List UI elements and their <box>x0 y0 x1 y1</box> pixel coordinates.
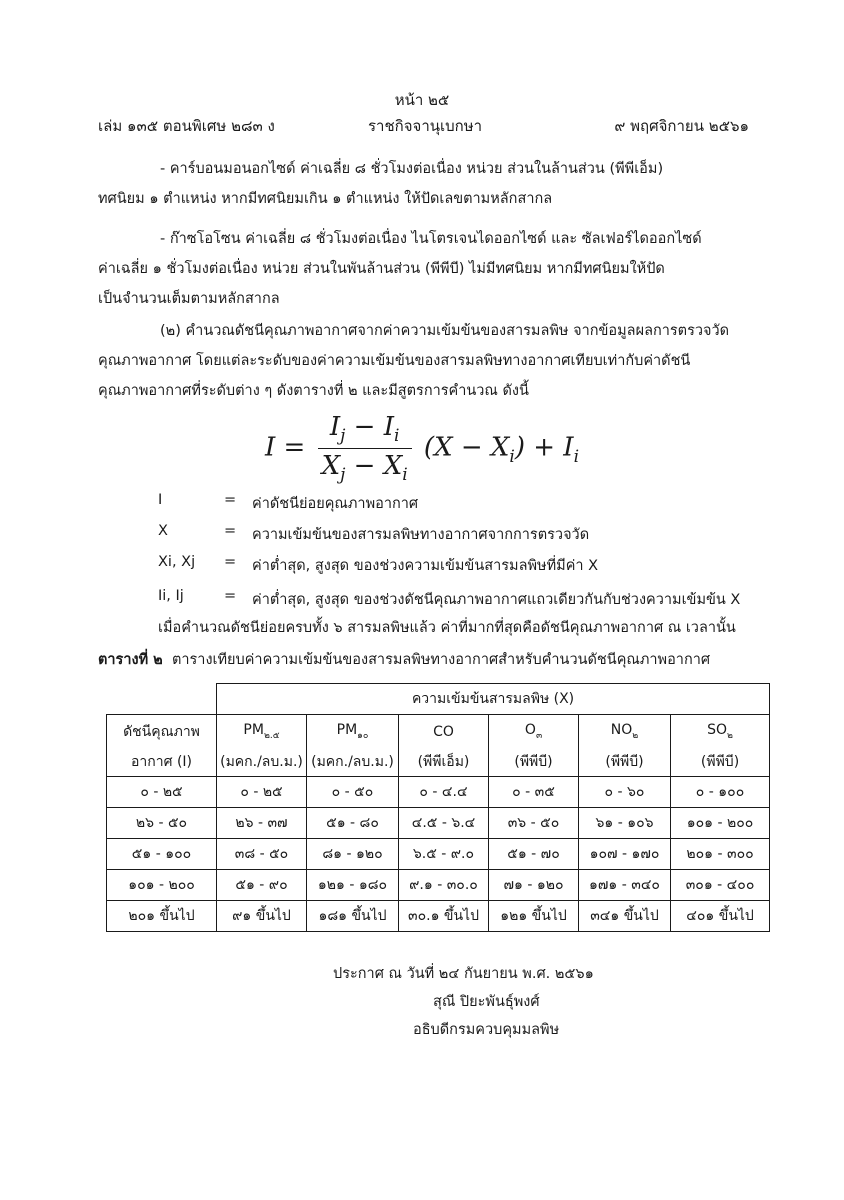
table-row <box>107 777 770 808</box>
table-cell: ๐ - ๒๕ <box>107 777 217 808</box>
paragraph-co-line2: ทศนิยม ๑ ตำแหน่ง หากมีทศนิยมเกิน ๑ ตำแหน่ง ให้ปัดเลขตามหลักสากล <box>98 191 553 207</box>
table-group-header: ความเข้มข้นสารมลพิษ (X) <box>217 684 770 715</box>
table-cell: ๖.๕ - ๙.๐ <box>399 839 489 870</box>
table-cell: ๓๔๑ ขึ้นไป <box>579 901 671 932</box>
pm25-header: $PM_{๒.๕}$ <box>217 715 307 749</box>
table-cell: ๑๘๑ ขึ้นไป <box>307 901 399 932</box>
paragraph-after-definitions: เมื่อคำนวณดัชนีย่อยครบทั้ง ๖ สารมลพิษแล้ว ค่าที่มากที่สุดคือดัชนีคุณภาพอากาศ ณ เวลานั้น <box>158 620 736 636</box>
table-blank-corner <box>107 684 217 715</box>
table-row <box>107 901 770 932</box>
table-cell: ๐ - ๔.๔ <box>399 777 489 808</box>
no2-header: $NO_๒$ <box>579 715 671 749</box>
aqi-concentration-table <box>106 683 770 932</box>
pm25-unit: (มคก./ลบ.ม.) <box>217 748 307 777</box>
paragraph-calc-line1: (๒) คำนวณดัชนีคุณภาพอากาศจากค่าความเข้มข้นของสารมลพิษ จากข้อมูลผลการตรวจวัด <box>160 323 730 339</box>
gazette-name: ราชกิจจานุเบกษา <box>368 117 483 135</box>
paragraph-calc-line2: คุณภาพอากาศ โดยแต่ละระดับของค่าความเข้มข้นของสารมลพิษทางอากาศเทียบเท่ากับค่าดัชนี <box>98 353 691 369</box>
table-cell: ๗๑ - ๑๒๐ <box>489 870 579 901</box>
table-cell: ๓๖ - ๕๐ <box>489 808 579 839</box>
table-cell: ๔.๕ - ๖.๔ <box>399 808 489 839</box>
table-cell: ๓๐.๑ ขึ้นไป <box>399 901 489 932</box>
paragraph-co-line1: - คาร์บอนมอนอกไซด์ ค่าเฉลี่ย ๘ ชั่วโมงต่อเนื่อง หน่วย ส่วนในล้านส่วน (พีพีเอ็ม) <box>160 161 664 177</box>
table-cell: ๕๑ - ๘๐ <box>307 808 399 839</box>
table-cell: ๐ - ๒๕ <box>217 777 307 808</box>
aqi-formula: I = $\frac{I_j - I_i}{X_j - X_i}$ $(X - X_i) + I_i$ <box>264 412 580 486</box>
table-cell: ๑๐๑ - ๒๐๐ <box>107 870 217 901</box>
gazette-date: ๙ พฤศจิกายน ๒๕๖๑ <box>614 117 749 135</box>
table-cell: ๐ - ๑๐๐ <box>671 777 770 808</box>
table-caption <box>98 648 710 671</box>
paragraph-calc-line3: คุณภาพอากาศที่ระดับต่าง ๆ ดังตารางที่ ๒ และมีสูตรการคำนวณ ดังนี้ <box>98 383 529 399</box>
signatory-title: อธิบดีกรมควบคุมมลพิษ <box>413 1022 560 1038</box>
gazette-volume: เล่ม ๑๓๕ ตอนพิเศษ ๒๘๓ ง <box>98 117 275 135</box>
co-header: CO <box>399 715 489 749</box>
table-cell: ๒๐๑ ขึ้นไป <box>107 901 217 932</box>
o3-unit: (พีพีบี) <box>489 748 579 777</box>
table-cell: ๑๗๑ - ๓๔๐ <box>579 870 671 901</box>
so2-unit: (พีพีบี) <box>671 748 770 777</box>
table-cell: ๖๑ - ๑๐๖ <box>579 808 671 839</box>
signatory-name: สุณี ปิยะพันธุ์พงศ์ <box>433 994 540 1010</box>
table-cell: ๐ - ๖๐ <box>579 777 671 808</box>
index-header-unit: อากาศ (I) <box>107 748 217 777</box>
table-cell: ๔๐๑ ขึ้นไป <box>671 901 770 932</box>
paragraph-o3-line1: - ก๊าซโอโซน ค่าเฉลี่ย ๘ ชั่วโมงต่อเนื่อง ไนโตรเจนไดออกไซด์ และ ซัลเฟอร์ไดออกไซด์ <box>160 231 702 247</box>
table-cell: ๐ - ๓๕ <box>489 777 579 808</box>
so2-header: $SO_๒$ <box>671 715 770 749</box>
table-cell: ๒๖ - ๓๗ <box>217 808 307 839</box>
table-cell: ๑๒๑ - ๑๘๐ <box>307 870 399 901</box>
announcement-date: ประกาศ ณ วันที่ ๒๔ กันยายน พ.ศ. ๒๕๖๑ <box>333 966 594 982</box>
table-cell: ๕๑ - ๗๐ <box>489 839 579 870</box>
paragraph-o3-line2: ค่าเฉลี่ย ๑ ชั่วโมงต่อเนื่อง หน่วย ส่วนในพันล้านส่วน (พีพีบี) ไม่มีทศนิยม หากมีทศนิยมให้ปัด <box>98 261 665 277</box>
index-header: ดัชนีคุณภาพ <box>107 715 217 749</box>
table-cell: ๑๒๑ ขึ้นไป <box>489 901 579 932</box>
page-number: หน้า ๒๕ <box>394 91 450 109</box>
table-caption-text: ตารางเทียบค่าความเข้มข้นของสารมลพิษทางอากาศสำหรับคำนวนดัชนีคุณภาพอากาศ <box>171 652 711 668</box>
table-cell: ๕๑ - ๑๐๐ <box>107 839 217 870</box>
paragraph-o3-line3: เป็นจำนวนเต็มตามหลักสากล <box>98 291 280 307</box>
table-row <box>107 839 770 870</box>
table-row <box>107 870 770 901</box>
table-cell: ๒๖ - ๕๐ <box>107 808 217 839</box>
pm10-unit: (มคก./ลบ.ม.) <box>307 748 399 777</box>
formula-fraction: $\frac{I_j - I_i}{X_j - X_i}$ <box>318 412 412 485</box>
o3-header: $O_๓$ <box>489 715 579 749</box>
table-cell: ๐ - ๕๐ <box>307 777 399 808</box>
table-cell: ๙.๑ - ๓๐.๐ <box>399 870 489 901</box>
table-row <box>107 808 770 839</box>
co-unit: (พีพีเอ็ม) <box>399 748 489 777</box>
table-cell: ๑๐๗ - ๑๗๐ <box>579 839 671 870</box>
table-caption-label: ตารางที่ ๒ <box>98 652 163 668</box>
table-cell: ๓๐๑ - ๔๐๐ <box>671 870 770 901</box>
table-cell: ๙๑ ขึ้นไป <box>217 901 307 932</box>
table-cell: ๓๘ - ๕๐ <box>217 839 307 870</box>
no2-unit: (พีพีบี) <box>579 748 671 777</box>
table-cell: ๕๑ - ๙๐ <box>217 870 307 901</box>
table-cell: ๒๐๑ - ๓๐๐ <box>671 839 770 870</box>
pm10-header: $PM_{๑๐}$ <box>307 715 399 749</box>
table-cell: ๘๑ - ๑๒๐ <box>307 839 399 870</box>
table-cell: ๑๐๑ - ๒๐๐ <box>671 808 770 839</box>
